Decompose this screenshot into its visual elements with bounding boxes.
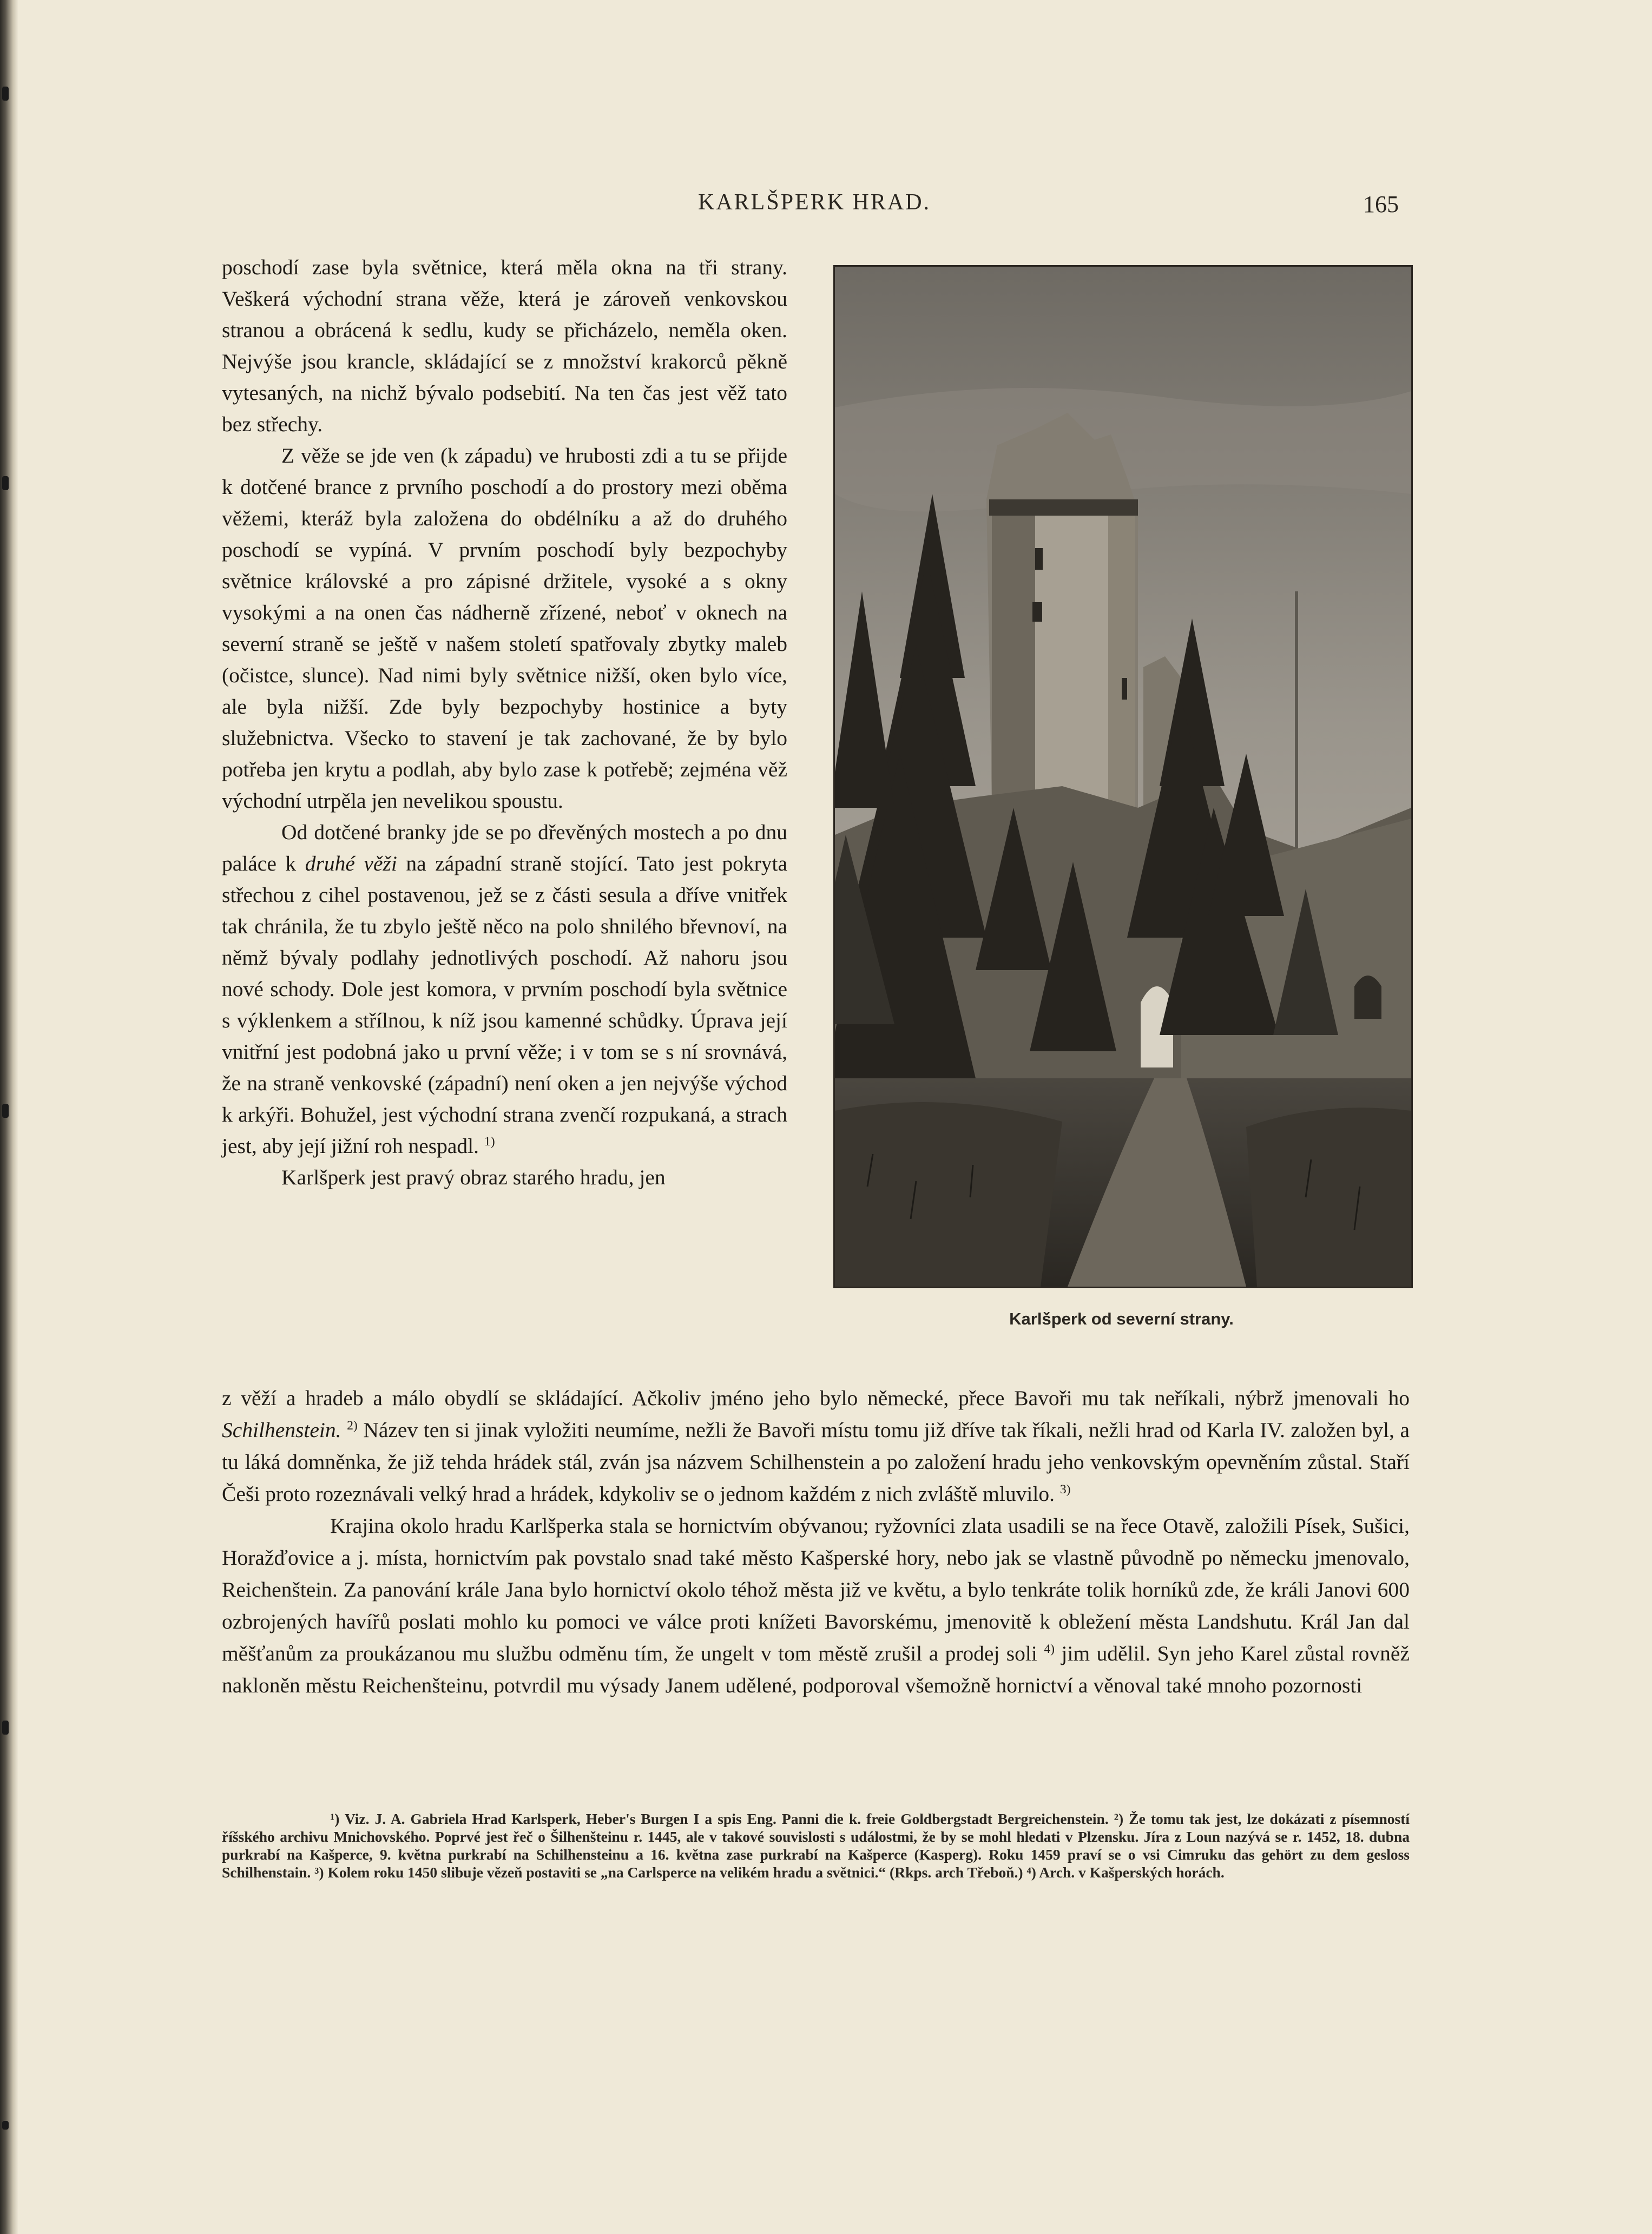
binding-mark: [2, 87, 9, 101]
footnote-ref: 1): [484, 1134, 495, 1149]
figure-caption: Karlšperk od severní strany.: [1009, 1309, 1234, 1328]
paragraph: poschodí zase byla světnice, která měla okna na tři strany. Veškerá východní strana věže, která je zároveň venkovskou stranou a obrácená k sedlu, kudy se přicházelo, neměla oken. Nejvýše jsou krancle, skládající se z množství krakorců pěkně vytesaných, na nichž bývalo podsebití. Na ten čas jest věž tato bez střechy.: [222, 255, 787, 436]
paragraph: Karlšperk jest pravý obraz starého hradu, jen: [281, 1165, 666, 1189]
paragraph: Od dotčené branky jde se po dřevěných mostech a po dnu paláce k druhé věži na západní straně stojící. Tato jest pokryta střechou z cihel postavenou, jež se z části sesula a dříve vnitřek tak chránila, že tu zbylo ještě něco na polo shnilého břevnoví, na němž bývaly podlahy jednotlivých poschodí. Až nahoru jsou nové schody. Dole jest komora, v prvním poschodí byla světnice s výklenkem a střílnou, k níž jsou kamenné schůdky. Úprava její vnitřní jest podobná jako u první věže; i v tom se s ní srovnává, že na straně venkovské (západní) není oken a jen nejvýše východ k arkýři. Bohužel, jest východní strana zvenčí rozpukaná, a strach jest, aby její jižní roh nespadl. $^{1)}$: [222, 820, 787, 1158]
footnote-text: ¹) Viz. J. A. Gabriela Hrad Karlsperk, Heber's Burgen I a spis Eng. Panni die k. freie Goldbergstadt Bergreichenstein. ²) Že tomu tak jest, lze dokázati z písemností říšského archivu Mnichovského. Poprvé jest řeč o Šilhenšteinu r. 1445, ale v takové souvislosti s událostmi, že by se mohl hledati v Plzensku. Jíra z Loun nazývá se r. 1452, 18. dubna purkrabí na Kašperce, 9. května purkrabí na Schilhensteinu a 16. května zase purkrabí na Kašperce (Kasperg). Roku 1459 praví se o vsi Cimruku das gehört zu dem gesloss Schilhenstain. ³) Kolem roku 1450 slibuje vězeň postaviti se „na Carlsperce na velikém hradu a světnici.“ (Rkps. arch Třeboň.) ⁴) Arch. v Kašperských horách.: [222, 1810, 1410, 1881]
paragraph: z věží a hradeb a málo obydlí se skládající. Ačkoliv jméno jeho bylo německé, přece Bavoři mu tak neříkali, nýbrž jmenovali ho Schilhenstein. $^{2)}$ Název ten si jinak vyložiti neumíme, nežli že Bavoři místu tomu již dříve tak říkali, nežli hrad od Karla IV. založen byl, a tu láká domněnka, že již tehda hrádek stál, zván jsa názvem Schilhenstein a po založení hradu jeho venkovským opevněním zůstal. Staří Češi proto rozeznávali velký hrad a hrádek, kdykoliv se o jednom každém z nich zvláště mluvilo. $^{3)}$: [222, 1386, 1410, 1506]
italic-term: druhé věži: [305, 852, 397, 875]
paragraph: Z věže se jde ven (k západu) ve hrubosti zdi a tu se přijde k dotčené brance z prvního poschodí a do prostory mezi oběma věžemi, kteráž byla založena do obdélníku a až do druhého poschodí se vypíná. V prvním poschodí byly bezpochyby světnice královské a pro zápisné držitele, vysoké a s okny vysokými a na onen čas nádherně zřízené, neboť v oknech na severní straně se ještě v našem století spatřovaly zbytky maleb (očistce, slunce). Nad nimi byly světnice nižší, oken bylo více, ale byla nižší. Zde byly bezpochyby hostinice a byty služebnictva. Všecko to stavení je tak zachované, že by bylo potřeba jen krytu a podlah, aby bylo zase k potřebě; zejména věž východní utrpěla jen nevelikou spoustu.: [222, 444, 787, 813]
binding-mark: [2, 476, 9, 490]
footnote-ref: 4): [1044, 1642, 1055, 1656]
binding-mark: [2, 1721, 9, 1735]
running-title: KARLŠPERK HRAD.: [698, 190, 931, 215]
column-text: [222, 252, 787, 1193]
footnote-ref: 2): [347, 1418, 358, 1433]
page-number: 165: [1363, 191, 1399, 218]
castle-illustration: [833, 265, 1413, 1288]
footnotes: [222, 1810, 1410, 1881]
binding-mark: [2, 1104, 9, 1118]
paragraph: Krajina okolo hradu Karlšperka stala se hornictvím obývanou; ryžovníci zlata usadili se na řece Otavě, založili Písek, Sušici, Horažďovice a j. místa, hornictvím pak povstalo snad také město Kašperské hory, nebo jak se vlastně původně po německu jmenovalo, Reichenštein. Za panování krále Jana bylo hornictví okolo téhož města již ve květu, a bylo tenkráte tolik horníků zde, že králi Janovi 600 ozbrojených havířů poslati mohlo ku pomoci ve válce proti knížeti Bavorskému, jmenovitě k obležení města Landshutu. Král Jan dal měšťanům za proukázanou mu službu odměnu tím, že ungelt v tom městě zrušil a prodej soli $^{4)}$ jim udělil. Syn jeho Karel zůstal rovněž nakloněn městu Reichenšteinu, potvrdil mu výsady Janem udělené, podporoval všemožně hornictví a věnoval také mnoho pozornosti: [222, 1514, 1410, 1697]
italic-term: Schilhenstein.: [222, 1418, 341, 1442]
castle-tower-engraving: [835, 267, 1411, 1287]
full-width-text: [222, 1382, 1410, 1702]
binding-mark: [2, 2121, 9, 2130]
footnote-ref: 3): [1059, 1482, 1071, 1497]
